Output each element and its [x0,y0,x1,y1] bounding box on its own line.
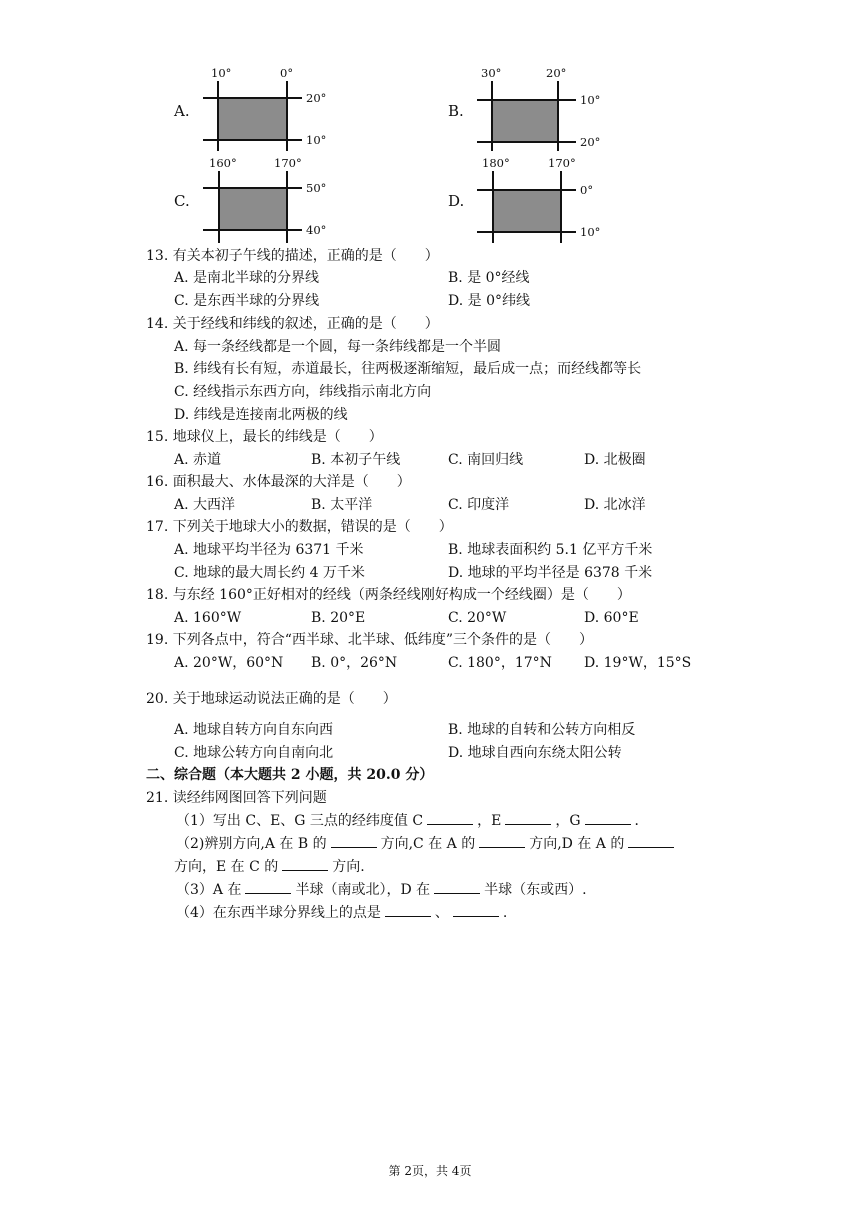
grid-diagram-a [198,64,338,154]
q21-part-1 [176,810,649,831]
diagram-b-right-bottom-label: 20° [580,135,601,149]
q18-option-a[interactable]: A. 160°W [174,610,242,626]
q21-p2-text-b: 方向,C 在 A 的 [380,836,476,852]
q16-option-d[interactable]: D. 北冰洋 [584,497,646,513]
q13-option-a[interactable]: A. 是南北半球的分界线 [174,270,320,286]
q20-option-a[interactable]: A. 地球自转方向自东向西 [174,722,334,738]
q21-p2-text-c: 方向,D 在 A 的 [529,836,625,852]
answer-blank-e[interactable] [505,810,551,825]
q18-option-c[interactable]: C. 20°W [448,610,507,626]
diagram-b-top-right-label: 20° [546,66,567,80]
diagram-c-top-left-label: 160° [209,156,237,170]
q20-option-b[interactable]: B. 地球的自转和公转方向相反 [448,722,636,738]
option-b-label: B. [448,102,464,120]
q17-option-c[interactable]: C. 地球的最大周长约 4 万千米 [174,565,365,581]
answer-blank-d-hemisphere[interactable] [434,879,480,894]
q16-option-a[interactable]: A. 大西洋 [174,497,236,513]
q18-option-d[interactable]: D. 60°E [584,610,639,626]
diagram-c-top-right-label: 170° [274,156,302,170]
q13-option-c[interactable]: C. 是东西半球的分界线 [174,293,320,309]
diagram-d-top-left-label: 180° [482,156,510,170]
q21-p4-text-b: 、 [434,905,449,921]
q20-option-c[interactable]: C. 地球公转方向自南向北 [174,745,334,761]
q21-p1-text-b: ，E [477,813,502,829]
q21-p4-text-a: （4）在东西半球分界线上的点是 [176,905,381,921]
question-20: 20. 关于地球运动说法正确的是（ ） [146,691,397,707]
question-21: 21. 读经纬网图回答下列问题 [146,790,327,806]
q21-p1-text-d: ． [634,813,649,829]
q20-option-d[interactable]: D. 地球自西向东绕太阳公转 [448,745,622,761]
diagram-a-right-top-label: 20° [306,91,327,105]
answer-blank-c[interactable] [427,810,473,825]
q15-option-d[interactable]: D. 北极圈 [584,452,646,468]
q14-option-b[interactable]: B. 纬线有长有短，赤道最长，往两极逐渐缩短，最后成一点；而经线都等长 [174,361,642,377]
q14-option-d[interactable]: D. 纬线是连接南北两极的线 [174,407,348,423]
q21-p3-text-b: 半球（南或北），D 在 [295,882,431,898]
diagram-a-top-left-label: 10° [211,66,232,80]
q21-p2-text-d: 方向，E 在 C 的 [174,859,279,875]
question-15: 15. 地球仪上，最长的纬线是（ ） [146,429,383,445]
q14-option-a[interactable]: A. 每一条经线都是一个圆，每一条纬线都是一个半圆 [174,339,502,355]
q18-option-b[interactable]: B. 20°E [311,610,366,626]
q21-part-3 [176,879,587,900]
grid-diagram-d [472,154,612,244]
q15-option-a[interactable]: A. 赤道 [174,452,222,468]
q21-part-2-line1 [176,833,678,854]
q19-option-d[interactable]: D. 19°W，15°S [584,655,692,671]
diagram-b-top-left-label: 30° [481,66,502,80]
diagram-c-right-top-label: 50° [306,181,327,195]
q21-p1-text-c: ，G [555,813,581,829]
q21-p1-text-a: （1）写出 C、E、G 三点的经纬度值 C [176,813,424,829]
q16-option-b[interactable]: B. 太平洋 [311,497,373,513]
diagram-a-right-bottom-label: 10° [306,133,327,147]
diagram-b-right-top-label: 10° [580,93,601,107]
q21-p3-text-a: （3）A 在 [176,882,242,898]
answer-blank-g[interactable] [585,810,631,825]
q13-option-d[interactable]: D. 是 0°纬线 [448,293,530,309]
answer-blank-c-a[interactable] [479,833,525,848]
q17-option-d[interactable]: D. 地球的平均半径是 6378 千米 [448,565,653,581]
question-14: 14. 关于经线和纬线的叙述，正确的是（ ） [146,316,439,332]
answer-blank-a-hemisphere[interactable] [245,879,291,894]
q17-option-a[interactable]: A. 地球平均半径为 6371 千米 [174,542,364,558]
q15-option-b[interactable]: B. 本初子午线 [311,452,401,468]
question-16: 16. 面积最大、水体最深的大洋是（ ） [146,474,411,490]
option-a-label: A. [174,102,190,120]
answer-blank-a-b[interactable] [331,833,377,848]
answer-blank-e-c[interactable] [282,856,328,871]
q21-p2-text-a: （2)辨别方向,A 在 B 的 [176,836,327,852]
answer-blank-point-2[interactable] [453,902,499,917]
question-17: 17. 下列关于地球大小的数据，错误的是（ ） [146,519,453,535]
option-d-label: D. [448,192,465,210]
page-footer: 第 2页，共 4页 [388,1164,472,1178]
diagram-d-top-right-label: 170° [548,156,576,170]
q21-p2-text-e: 方向. [332,859,365,875]
q15-option-c[interactable]: C. 南回归线 [448,452,524,468]
q13-option-b[interactable]: B. 是 0°经线 [448,270,530,286]
diagram-c-right-bottom-label: 40° [306,223,327,237]
grid-diagram-c [198,154,338,244]
answer-blank-point-1[interactable] [385,902,431,917]
question-19: 19. 下列各点中，符合“西半球、北半球、低纬度”三个条件的是（ ） [146,632,594,648]
q19-option-b[interactable]: B. 0°，26°N [311,655,398,671]
q21-part-2-line2 [174,856,365,877]
q19-option-a[interactable]: A. 20°W，60°N [174,655,284,671]
grid-diagram-b [472,64,612,154]
answer-blank-d-a[interactable] [628,833,674,848]
section-heading: 二、综合题（本大题共 2 小题，共 20.0 分） [146,767,434,783]
question-18: 18. 与东经 160°正好相对的经线（两条经线刚好构成一个经线圈）是（ ） [146,587,631,603]
diagram-d-right-top-label: 0° [580,183,594,197]
q16-option-c[interactable]: C. 印度洋 [448,497,510,513]
q21-part-4 [176,902,507,923]
q17-option-b[interactable]: B. 地球表面积约 5.1 亿平方千米 [448,542,653,558]
q21-p3-text-c: 半球（东或西）. [484,882,587,898]
q21-p4-text-c: . [502,905,508,921]
q19-option-c[interactable]: C. 180°，17°N [448,655,552,671]
question-13: 13. 有关本初子午线的描述，正确的是（ ） [146,248,439,264]
diagram-d-right-bottom-label: 10° [580,225,601,239]
q14-option-c[interactable]: C. 经线指示东西方向，纬线指示南北方向 [174,384,432,400]
diagram-a-top-right-label: 0° [280,66,294,80]
option-c-label: C. [174,192,190,210]
